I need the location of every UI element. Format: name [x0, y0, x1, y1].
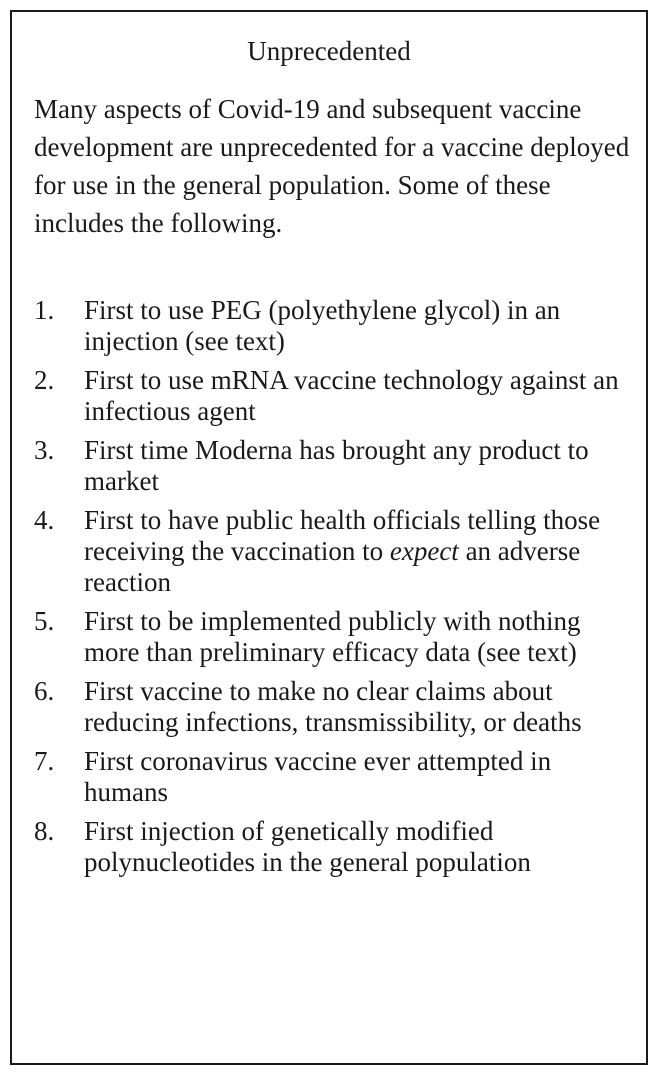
intro-paragraph: Many aspects of Covid-19 and subsequent vaccine development are unprecedented for a vaccine deployed for use in the general population. Some of these includes the following. — [34, 94, 630, 238]
list-item — [34, 295, 634, 357]
list-item — [34, 746, 634, 808]
item-text: First injection of genetically modified polynucleotides in the general population — [84, 816, 531, 877]
item-text-emphasis: expect — [389, 536, 459, 566]
item-number: 3. — [34, 435, 55, 465]
item-text-post: an adverse reaction — [84, 536, 581, 597]
item-text: First to use PEG (polyethylene glycol) in an injection (see text) — [84, 295, 561, 356]
list-item — [34, 676, 634, 738]
item-text: First vaccine to make no clear claims about reducing infections, transmissibility, or deaths — [84, 676, 582, 737]
list-item — [34, 505, 634, 598]
item-text: First to be implemented publicly with nothing more than preliminary efficacy data (see text) — [84, 606, 581, 667]
item-number: 8. — [34, 816, 55, 846]
item-text-pre: First to have public health officials telling those receiving the vaccination to — [84, 505, 601, 566]
item-number: 6. — [34, 676, 55, 706]
item-number: 4. — [34, 505, 55, 535]
item-text: First to use mRNA vaccine technology against an infectious agent — [84, 365, 619, 426]
sidebar-box — [10, 10, 648, 1065]
item-text: First coronavirus vaccine ever attempted in humans — [84, 746, 552, 807]
list-item — [34, 435, 634, 497]
item-number: 2. — [34, 365, 55, 395]
list-item — [34, 365, 634, 427]
item-number: 1. — [34, 295, 55, 325]
unprecedented-list — [34, 295, 634, 886]
list-item — [34, 606, 634, 668]
item-text: First time Moderna has brought any product to market — [84, 435, 589, 496]
item-number: 5. — [34, 606, 55, 636]
list-item — [34, 816, 634, 878]
item-number: 7. — [34, 746, 55, 776]
box-title: Unprecedented — [247, 36, 411, 66]
